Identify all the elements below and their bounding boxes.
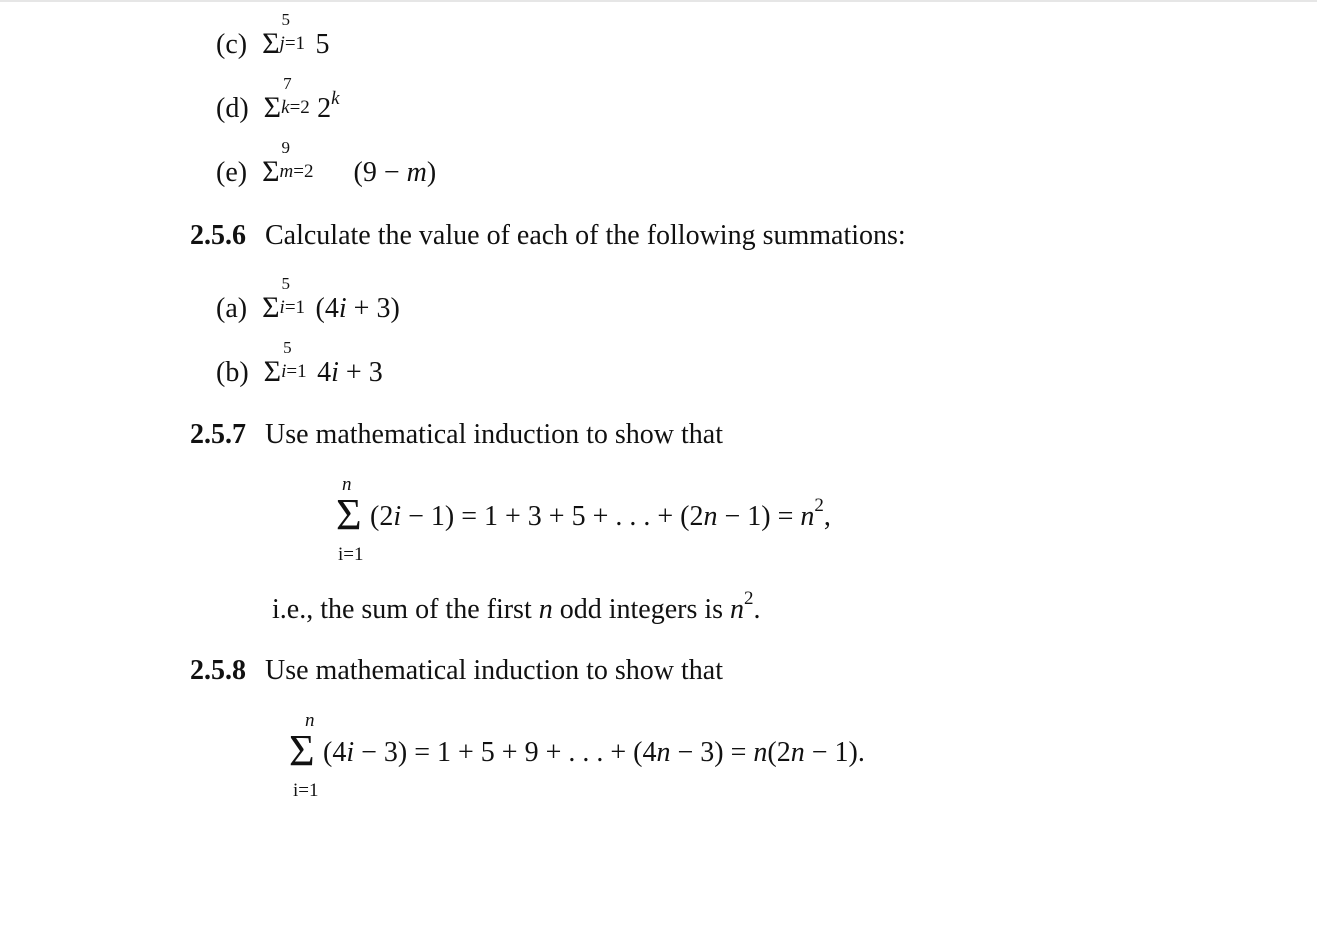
sigma-symbol: Σ <box>262 291 280 324</box>
upper-limit: 7 <box>283 74 292 93</box>
display-sum-lower-limit: i=1 <box>338 544 364 565</box>
upper-limit: 5 <box>281 274 291 293</box>
summand: (4i + 3) <box>315 293 400 324</box>
sigma-symbol: Σ <box>262 27 280 60</box>
sigma-symbol: Σ <box>262 155 280 188</box>
display-sum-upper-limit: n <box>305 710 315 731</box>
item-label: (e) <box>216 157 248 188</box>
display-equation-2-5-8: (4i − 3) = 1 + 5 + 9 + . . . + (4n − 3) = n(2n − 1). <box>323 737 865 768</box>
lower-limit: j=1 <box>279 33 306 54</box>
upper-limit: 5 <box>283 338 292 357</box>
exercise-text: Calculate the value of each of the following summations: <box>265 220 906 251</box>
note-odd-integers: i.e., the sum of the first n odd integers is $n^2$. <box>272 588 761 625</box>
sum-limits <box>279 274 306 318</box>
sum-limits <box>281 338 307 382</box>
display-sigma-symbol: Σ <box>289 726 315 775</box>
item-a <box>216 274 400 324</box>
display-sigma-symbol: Σ <box>336 490 362 539</box>
exercise-2-5-8-heading <box>190 657 723 685</box>
exercise-number: 2.5.7 <box>190 419 246 450</box>
item-label: (c) <box>216 29 248 60</box>
item-label: (d) <box>216 93 249 124</box>
summand: 5 <box>315 29 330 60</box>
exercise-number: 2.5.6 <box>190 220 246 251</box>
display-sum-upper-limit: n <box>342 474 352 495</box>
item-label: (b) <box>216 357 249 388</box>
lower-limit: i=1 <box>281 361 307 382</box>
upper-limit: 9 <box>281 138 291 157</box>
sigma-symbol: Σ <box>263 355 282 388</box>
lower-limit: i=1 <box>279 297 306 318</box>
exercise-text: Use mathematical induction to show that <box>265 419 724 450</box>
sum-limits <box>279 10 306 54</box>
exercise-number: 2.5.8 <box>190 655 246 686</box>
item-e <box>216 138 437 188</box>
item-label: (a) <box>216 293 248 324</box>
display-sum-lower-limit: i=1 <box>293 780 319 801</box>
upper-limit: 5 <box>281 10 291 29</box>
top-border <box>0 0 1317 2</box>
item-b <box>216 338 383 388</box>
item-c <box>216 10 330 60</box>
lower-limit: k=2 <box>281 97 310 118</box>
sum-limits <box>279 138 330 182</box>
summand: (9 − m) <box>353 157 437 188</box>
exercise-2-5-7-heading <box>190 421 723 449</box>
sigma-symbol: Σ <box>263 91 282 124</box>
exercise-text: Use mathematical induction to show that <box>265 655 724 686</box>
summand: 4i + 3 <box>317 357 383 388</box>
lower-limit: m=2 <box>279 161 314 182</box>
summand: 2$^k$ <box>317 88 340 124</box>
item-d <box>216 74 340 124</box>
exercise-2-5-6-heading <box>190 222 906 250</box>
sum-limits <box>281 74 310 118</box>
display-equation-2-5-7: (2i − 1) = 1 + 3 + 5 + . . . + $(2n - 1) = n^2$, <box>370 495 831 532</box>
